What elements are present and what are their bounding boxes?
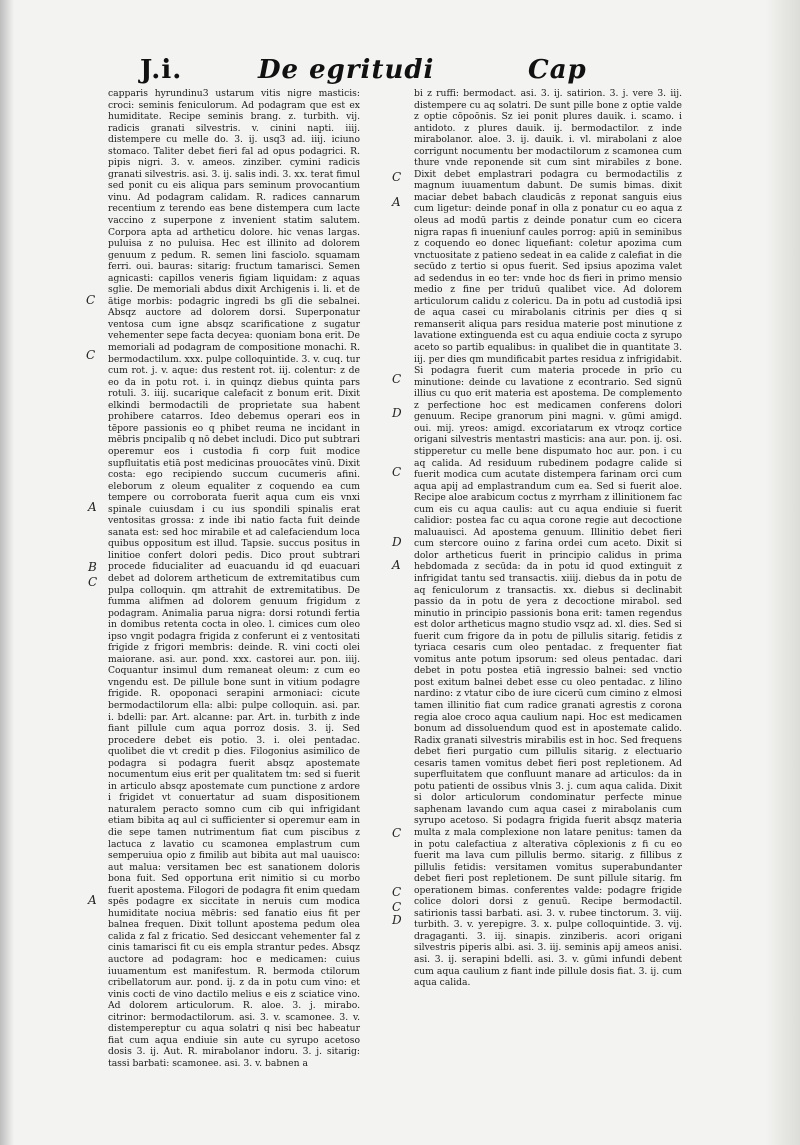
margin-letter: A <box>392 558 401 572</box>
margin-letter: D <box>392 406 402 420</box>
margin-letter: C <box>86 293 96 307</box>
left-text-column <box>108 88 360 1069</box>
right-text-column <box>414 88 682 989</box>
margin-letter: D <box>392 535 402 549</box>
margin-letter: B <box>88 560 97 574</box>
next-page-edge <box>766 0 800 1145</box>
margin-letter: C <box>86 348 96 362</box>
margin-letter: C <box>88 575 98 589</box>
right-column-text: bi z ruffi: bermodact. asi. 3. ij. satirion. 3. j. vere 3. iij. distempere cu aq solatri. De sunt pille bone z optie valde z optie cōpoōnis. Sz iei ponit plures dauik. i. scamo. i antidoto. z plures dauik. ij. bermodactilor. z inde mirabolanor. aloe. 3. ij. dauik. i. vl. mirabolani z aloe corrigunt nocumentu ber modactilorum z scamonea cum thure vnde reponende sit cum sint mirabiles z bone. Dixit debet emplastrari podagra cu bermodactilis z magnum iuuamentum dabunt. De sumis bimas. dixit maciar debet babach claudicās z reponat sanguis eius cum ligetur: deinde ponaf in olla z ponatur cu eo aqua z oleus ad modū partis z deinde ponatur cum eo cicera nigra rapas fi inueniunf caules porrog: apiū in seminibus z coquendo eo donec liquefiant: coletur apozima cum vnctuositate z patieno sedeat in ea calide z calefiat in die secūdo z tertio si opus fuerit. Sed ipsius apozima valet ad sedendus in eo ter: vnde hoc ds fieri in primo mensio medio z fine per triduū qualibet vice. Ad dolorem articulorum calidu z colericu. Da in potu ad custodiā ipsi de aqua casei cu mirabolanis citrinis per dies q si remanserit aliqua pars residua materie post minutione z lavatione extinguenda est cu aqua endiuie cocta z syrupo aceto so partib equalibus: in qualibet die in quantitate 3. iij. per dies qm mundificabit partes residua z infrigidabit. Si podagra fuerit cum materia procede in prīo cu minutione: deinde cu lavatione z econtrario. Sed signū illius cu quo erit materia est apostema. De complemento z perfectione hoc est medicamen conferens dolori genuum. Recipe granorum pini magni. v. gūmi amigd. oui. mij. yreos: amigd. excoriatarum ex vtroqz cortice origani silvestris mentastri masticis: ana aur. pon. ij. osi. stipperetur cu melle bene dispumato hoc aur. pon. i cu aq calida. Ad residuum rubedinem podagre calide si fuerit modica cum acutate distempera farinam orci cum aqua apij ad emplastrandum cum ea. Sed si fuerit aloe. Recipe aloe arabicum coctus z myrrham z illinitionem fac cum eis cu aqua caulis: aut cu aqua endiuie si fuerit calidior: postea fac cu aqua corone regie aut decoctione maluauisci. Ad apostema genuum. Illinitio debet fieri cum stercore ouino z farina ordei cum aceto. Dixit si dolor artheticus fuerit in principio calidus in prima hebdomada z secūda: da in potu id quod extinguit z infrigidat tantu sed transactis. xiiij. diebus da in potu de aq feniculorum z transactis. xx. diebus si declinabit passio da in potu de yera z decoctione mirabol. sed minutio in principio passionis bona erit: tamen regendus est dolor artheticus magno studio vsqz ad. xl. dies. Sed si fuerit cum frigore da in potu de pillulis sitarig. fetidis z tyriaca cesaris cum oleo pentadac. z frequenter fiat vomitus ante potum ipsorum: sed oleus pentadac. dari debet in potu postea etiā ingressio balnei: sed vnctio post exitum balnei debet esse cu oleo pentadac. z lilino nardino: z vtatur cibo de iure cicerū cum cimino z elmosi tamen illinitio fiat cum radice granati agrestis z corona regia aloe croco aqua caulium napi. Hoc est medicamen bonum ad dissoluendum quod est in apostemate calido. Radix granati silvestris mirabilis est in hoc. Sed frequens debet fieri purgatio cum pillulis sitarig. z electuario cesaris tamen vomitus debet fieri post repletionem. Ad superfluitatem que confluunt manare ad articulos: da in potu patienti de ossibus vlnis 3. j. cum aqua calida. Dixit si dolor articulorum condominatur perfecte minue saphenam lavando cum aqua casei z mirabolanis cum syrupo acetoso. Si podagra frigida fuerit absqz materia multa z mala complexione non latare penitus: tamen da in potu calefactiua z alterativa cōplexionis z fi cu eo fuerit ma lava cum pillulis bermo. sitarig. z fillibus z pillulis fetidis: versitamen vomitus superabundanter debet fieri post repletionem. De sunt pillule sitarig. fm operationem bimas. conferentes valde: podagre frigide colice dolori dorsi z genuū. Recipe bermodactil. satirionis tassi barbati. asi. 3. v. rubee tinctorum. 3. viij. turbith. 3. v. yerepigre. 3. x. pulpe colloquintide. 3. vij. dragaganti. 3. iij. sinapis. zinziberis. acori origani silvestris piperis albi. asi. 3. iij. seminis apij ameos anisi. asi. 3. ij. serapini bdelli. asi. 3. v. gūmi infundi debent cum aqua caulium z fiant inde pillule dosis fiat. 3. ij. cum aqua calida. <box>414 88 682 989</box>
margin-letter: D <box>392 913 402 927</box>
margin-letter: C <box>392 372 402 386</box>
binding-shadow <box>0 0 14 1145</box>
margin-letter: A <box>88 500 97 514</box>
left-column-text: capparis hyrundinu3 ustarum vitis nigre masticis: croci: seminis feniculorum. Ad podagram que est ex humiditate. Recipe seminis brang. z. turbith. vij. radicis granati silvestris. v. cinini napti. iiij. distempere cu melle do. 3. ij. usq3 ad. iiij. iciuno stomaco. Taliter debet fieri fal ad opus podagrici. R. pipis nigri. 3. v. ameos. zinziber. cymini radicis granati silvestris. asi. 3. ij. salis indi. 3. xx. terat fimul sed ponit cu eis aliqua pars seminum provocantium vinu. Ad podagram calidam. R. radices cannarum recentium z terendo eas bene distempera cum lacte vaccino z superpone z invenient statim salutem. Corpora apta ad artheticu dolore. hic venas largas. puluisa z no puluisa. Hec est illinito ad dolorem genuum z pedum. R. semen lini fasciolo. squamam ferri. oui. bauras: sitarig: fructum tamarisci. Semen agnicasti: capillos veneris figiam liquidam: z aquas sglie. De memoriali abdus dixit Archigenis i. li. et de ātige morbis: podagric ingredi bs glī die sebalnei. Absqz auctore ad dolorem dorsi. Superponatur ventosa cum igne absqz scarificatione z sugatur vehementer sepe facta decyea: quoniam bona erit. De memoriali ad podagram de compositione monachi. R. bermodactilum. xxx. pulpe colloquintide. 3. v. cuq. tur cum rot. j. v. aque: dus restent rot. iij. colentur: z de eo da in potu rot. i. in quinqz diebus quinta pars rotuli. 3. iiij. sucarique calefacit z bonum erit. Dixit elkindi bermodactili de proprietate sua habent prohibere catarros. Ideo debemus operari eos in tēpore passionis eo q phibet reuma ne incidant in mēbris pncipalib q nō debet includi. Dico put subtrari operemur eos i custodia fi corp fuit modice supfluitatis etiā post medicinas prouocātes vinū. Dixit costa: ego recipiendo succum cucumeris afini. eleborum z oleum equaliter z coquendo ea cum tempere ou corroborata fuerit aqua cum eis vnxi spinale cuiusdam i cu ius spondili spinalis erat ventositas grossa: z inde ibi natio facta fuit deinde sanata est: sed hoc mirabile et ad calefaciendum loca quibus oppositum est illud. Tapsie. succus positus in linitioe confert dolori pedis. Dico prout subtrari procede fiducialiter ad euacuandu id qd euacuari debet ad dolorem artheticum de extremitatibus cum pulpa colloquin. qm attrahit de extremitatibus. De fumma alifmen ad dolorem genuum frigidum z podagram. Animalia parua nigra: dorsi rotundi fertia in domibus retenta cocta in oleo. l. cimices cum oleo ipso vngit podagra frigida z conferunt ei z ventositati frigide z frigori membris: deinde. R. vini cocti olei maiorane. asi. aur. pond. xxx. castorei aur. pon. iiij. Coquantur insimul dum remaneat oleum: z cum eo vngendu est. De pillule bone sunt in vitium podagre frigide. R. opoponaci serapini armoniaci: cicute bermodactilorum ella: albi: pulpe colloquin. asi. par. i. bdelli: par. Art. alcanne: par. Art. in. turbith z inde fiant pillule cum aqua porroz dosis. 3. ij. Sed procedere debet eis potio. 3. i. olei pentadac. quolibet die vt credit p dies. Filogonius asimilico de podagra si podagra fuerit absqz apostemate nocumentum eius erit per qualitatem tm: sed si fuerit in articulo absqz apostemate cum punctione z ardore i frigidet vt conuertatur ad suam dispositionem naturalem peracto somno cum cib qui infrigidant etiam bibita aq aul ci sufficienter si operemur eam in die sepe tamen nutrimentum fiat cum piscibus z lactuca z lavatio cu scamonea emplastrum cum semperuiua opio z fimilib aut bibita aut mal uauisco: aut malua: versitamen bec est sanationem doloris bona fuit. Sed opportuna erit nimitio si cu morbo fuerit apostema. Filogori de podagra fit enim quedam spēs podagre ex siccitate in neruis cum modica humiditate nociua mēbris: sed fanatio eius fit per balnea frequen. Dixit tollunt apostema pedum olea calida z fal z fricatio. Sed desiccant vehementer fal z cinis tamarisci fit cu eis empla strantur pedes. Absqz auctore ad podagram: hoc e medicamen: cuius iuuamentum est manifestum. R. bermoda ctilorum cribellatorum aur. pond. ij. z da in potu cum vino: et vinis cocti de vino dactilo melius e eis z sciatice vino. Ad dolorem articulorum. R. aloe. 3. j. mirabo. citrinor: bermodactilorum. asi. 3. v. scamonee. 3. v. distempereptur cu aqua solatri q nisi bec habeatur fiat cum aqua endiuie sin aute cu syrupo acetoso dosis 3. ij. Aut. R. mirabolanor indoru. 3. j. sitarig: tassi barbati: scamonee. asi. 3. v. babnen a <box>108 88 360 1069</box>
running-head-right: Cap <box>528 55 587 85</box>
running-head-left: De egritudi <box>258 55 435 85</box>
margin-letter: C <box>392 900 402 914</box>
margin-letter: A <box>88 893 97 907</box>
margin-letter: C <box>392 826 402 840</box>
margin-letter: A <box>392 195 401 209</box>
folio-number: J.i. <box>140 55 183 85</box>
margin-letter: C <box>392 885 402 899</box>
margin-letter: C <box>392 170 402 184</box>
margin-letter: C <box>392 465 402 479</box>
